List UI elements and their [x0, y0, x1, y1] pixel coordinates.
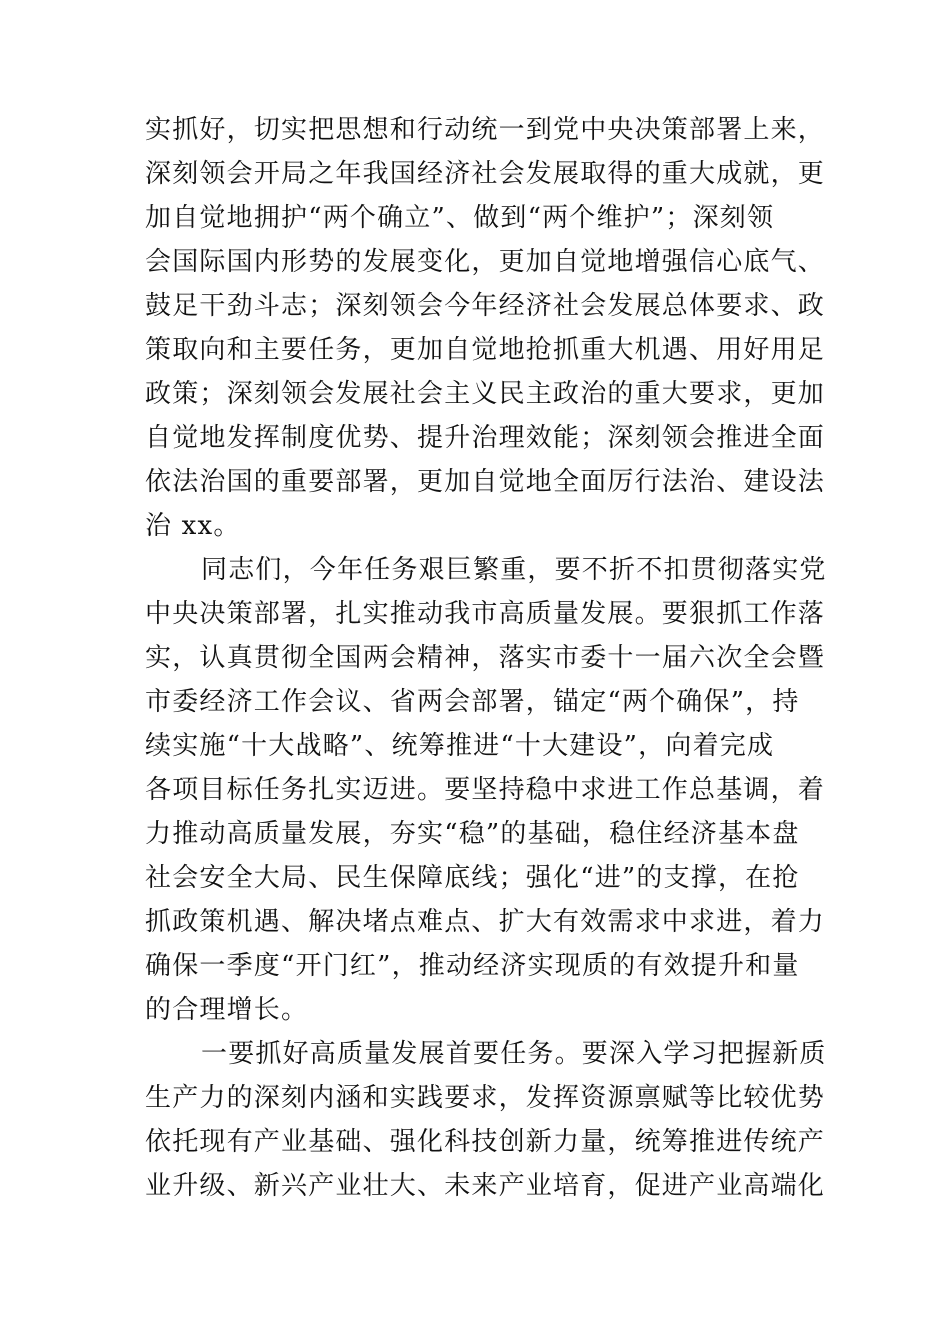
- text-line: 社会安全大局、民生保障底线；强化“进”的支撑，在抢: [145, 863, 800, 893]
- text-line: 策取向和主要任务，更加自觉地抢抓重大机遇、用好用足: [145, 335, 826, 365]
- text-line: 自觉地发挥制度优势、提升治理效能；深刻领会推进全面: [145, 423, 826, 453]
- text-line: 依托现有产业基础、强化科技创新力量，统筹推进传统产: [145, 1127, 826, 1157]
- text-line: 的合理增长。: [145, 995, 309, 1025]
- text-line: 实，认真贯彻全国两会精神，落实市委十一届六次全会暨: [145, 643, 826, 673]
- text-line: 市委经济工作会议、省两会部署，锚定“两个确保”，持: [145, 687, 800, 717]
- text-line: 同志们，今年任务艰巨繁重，要不折不扣贯彻落实党: [201, 555, 827, 585]
- paragraph-2: [145, 548, 827, 1032]
- text-line: 一要抓好高质量发展首要任务。要深入学习把握新质: [201, 1039, 827, 1069]
- text-line: 深刻领会开局之年我国经济社会发展取得的重大成就，更: [145, 159, 826, 189]
- text-line: 业升级、新兴产业壮大、未来产业培育，促进产业高端化: [145, 1171, 826, 1201]
- text-line: 生产力的深刻内涵和实践要求，发挥资源禀赋等比较优势: [145, 1083, 826, 1113]
- text-line: 各项目标任务扎实迈进。要坚持稳中求进工作总基调，着: [145, 775, 826, 805]
- paragraph-1: [145, 108, 826, 548]
- text-line: 续实施“十大战略”、统筹推进“十大建设”，向着完成: [145, 731, 775, 761]
- text-line: 治 xx。: [145, 511, 241, 541]
- text-line: 力推动高质量发展，夯实“稳”的基础，稳住经济基本盘: [145, 819, 800, 849]
- text-line: 会国际国内形势的发展变化，更加自觉地增强信心底气、: [145, 247, 826, 277]
- text-line: 确保一季度“开门红”，推动经济实现质的有效提升和量: [145, 951, 800, 981]
- text-line: 中央决策部署，扎实推动我市高质量发展。要狠抓工作落: [145, 599, 826, 629]
- document-body: [145, 108, 827, 1208]
- text-line: 实抓好，切实把思想和行动统一到党中央决策部署上来，: [145, 115, 826, 145]
- text-line: 政策；深刻领会发展社会主义民主政治的重大要求，更加: [145, 379, 826, 409]
- text-line: 抓政策机遇、解决堵点难点、扩大有效需求中求进，着力: [145, 907, 826, 937]
- text-line: 加自觉地拥护“两个确立”、做到“两个维护”；深刻领: [145, 203, 775, 233]
- text-line: 鼓足干劲斗志；深刻领会今年经济社会发展总体要求、政: [145, 291, 826, 321]
- text-line: 依法治国的重要部署，更加自觉地全面厉行法治、建设法: [145, 467, 826, 497]
- paragraph-3: [145, 1032, 827, 1208]
